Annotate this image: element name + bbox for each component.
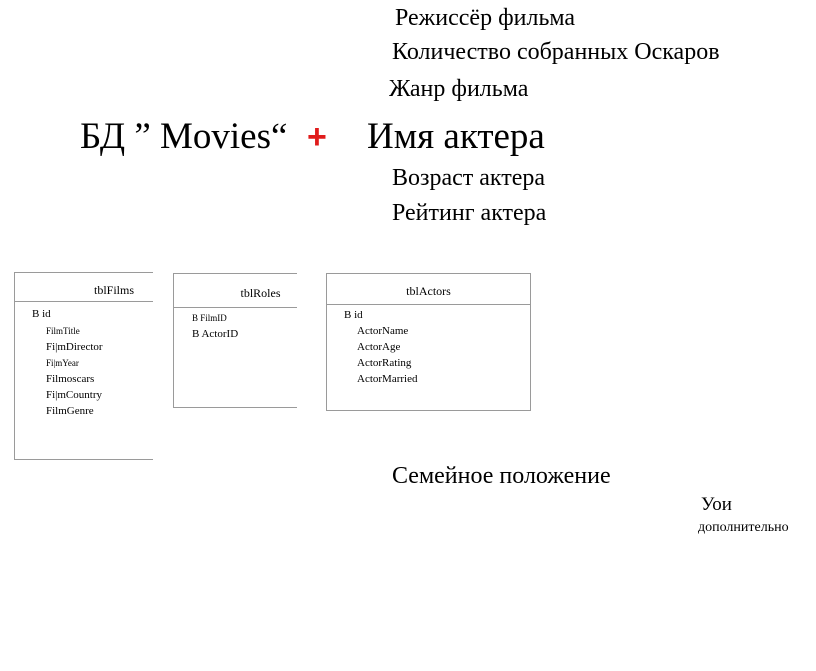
table-field: ActorName [357,325,409,337]
table-header: tblFilms [15,273,153,302]
table-field: ActorMarried [357,373,418,385]
table-field: B ActorID [192,328,239,340]
db-label: БД ” Movies“ [80,116,288,157]
attribute-director: Режиссёр фильма [395,5,576,31]
attribute-genre: Жанр фильма [389,76,529,102]
note-line-1: Уои [701,494,732,515]
table-field: ActorRating [357,357,412,369]
table-field: Fi|mYear [46,358,79,368]
table-field: Fi|mCountry [46,389,102,401]
attribute-oscars-count: Количество собранных Оскаров [392,39,720,65]
table-field: Fi|mDirector [46,341,103,353]
table-header: tblActors [327,274,530,305]
table-field: FilmGenre [46,405,94,417]
table-field: ActorAge [357,341,401,353]
table-field: FilmTitle [46,326,80,336]
table-tblfilms [14,272,153,460]
note-line-2: дополнительно [698,520,789,535]
table-header: tblRoles [174,274,297,308]
table-field: Filmoscars [46,373,95,385]
table-field: B FilmID [192,313,227,323]
attribute-actor-age: Возраст актера [392,165,546,191]
table-field: B id [344,309,363,321]
attribute-actor-name: Имя актера [367,116,545,157]
attribute-actor-rating: Рейтинг актера [392,200,547,226]
table-tblroles [173,273,297,408]
attribute-marital-status: Семейное положение [392,463,611,489]
table-field: B id [32,308,51,320]
plus-sign: + [307,118,327,156]
table-tblactors [326,273,531,411]
